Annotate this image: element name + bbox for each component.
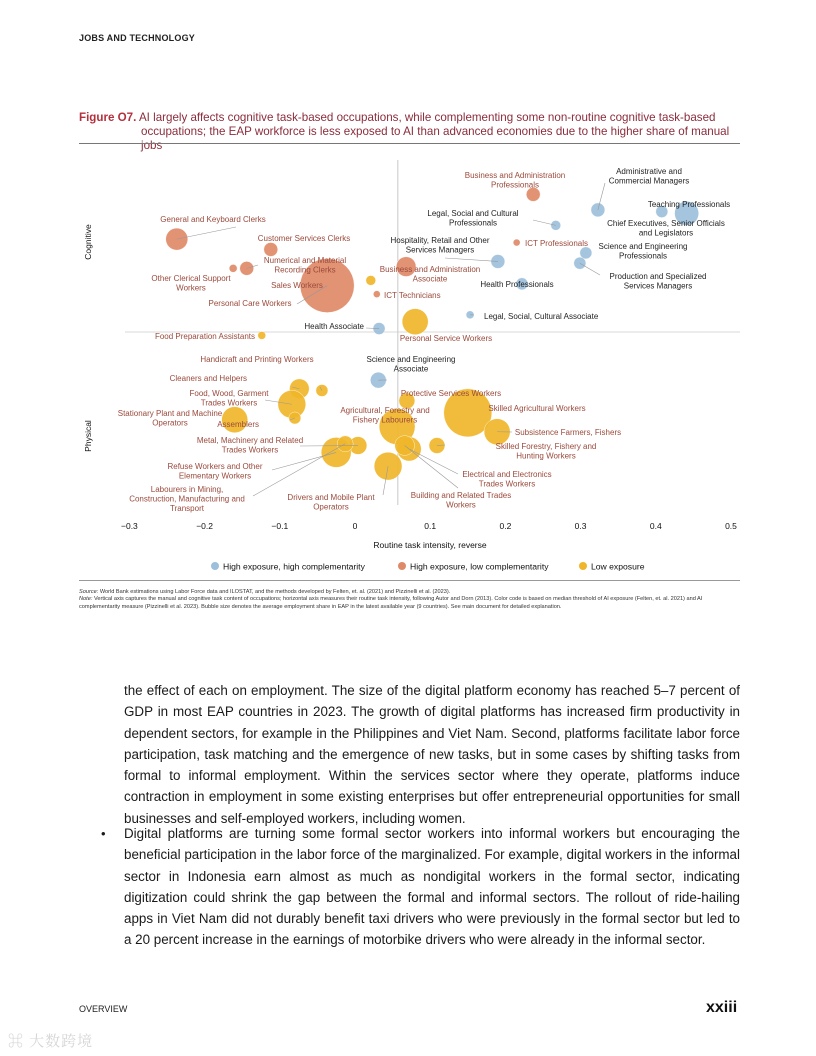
bubble-label-line: Building and Related Trades — [410, 491, 512, 500]
x-tick-label: −0.2 — [196, 521, 213, 531]
bubble-label-line: Science and Engineering — [598, 242, 688, 251]
bubble-label-line: Health Associate — [304, 322, 364, 331]
bubble-label — [209, 299, 292, 308]
bubble-label-line: Skilled Forestry, Fishery and — [495, 442, 597, 451]
figure-title-line1: AI largely affects cognitive task-based occupations, while complementing some non-routine cognitive task-based — [138, 111, 716, 124]
bubble-label — [129, 485, 245, 513]
bubble-label — [160, 215, 265, 224]
source-label: Source: — [79, 589, 99, 595]
x-tick-label: −0.1 — [271, 521, 289, 531]
bubble-label-line: Skilled Agricultural Workers — [488, 404, 586, 413]
bubble-label-line: Food Preparation Assistants — [154, 332, 255, 341]
bubble-label — [411, 491, 512, 510]
legend-marker-low — [579, 562, 587, 570]
bubble-label-line: ICT Professionals — [525, 239, 588, 248]
watermark-logo: ⌘ 大数跨境 — [8, 1033, 94, 1050]
bubble-label — [118, 409, 223, 428]
bubble-label — [609, 167, 689, 186]
legend-label: Low exposure — [591, 561, 645, 572]
leader-line — [580, 263, 600, 275]
bubble-label — [304, 322, 364, 331]
bubble-label-line: Personal Service Workers — [399, 334, 493, 343]
bubble-label-line: Numerical and Material — [263, 256, 347, 265]
bubble-point — [580, 247, 592, 259]
bubble-label-line: Business and Administration — [464, 171, 566, 180]
bubble-point — [229, 264, 237, 272]
legend-marker-high_low — [398, 562, 406, 570]
bubble-label — [217, 420, 259, 429]
bubble-label-line: Drivers and Mobile Plant — [287, 493, 375, 502]
bubble-label-line: Teaching Professionals — [647, 200, 731, 209]
bubble-label — [525, 239, 588, 248]
bubble-label-line: Associate — [412, 274, 448, 284]
bubble-label-line: Operators — [152, 418, 188, 428]
bubble-label-line: Hospitality, Retail and Other — [390, 236, 490, 245]
bubble-label — [496, 442, 597, 461]
bubble-label — [401, 389, 501, 398]
bubble-label-line: Recording Clerks — [274, 265, 336, 275]
bubble-label — [170, 374, 247, 383]
bubble-label — [151, 274, 231, 293]
bubble-point — [402, 309, 428, 335]
bubble-label-line: Cleaners and Helpers — [169, 374, 247, 383]
bubble-point — [526, 187, 540, 201]
bubble-point — [289, 412, 301, 424]
bubble-label-line: Metal, Machinery and Related — [196, 436, 304, 445]
figure-title — [79, 111, 744, 153]
bubble-label — [480, 280, 553, 289]
bubble-label — [197, 436, 303, 455]
bubble-label — [380, 265, 481, 284]
note-text: Vertical axis captures the manual and cognitive task content of occupations; horizontal axis measures their routine task intensity, following Autor and Dorn (2013). Color code is based on median threshold of AI exposure (Felten, et. al. 2021) and AI complementarity measure (Pizzinelli et al. 2023). Bubble size denotes the average employment share in EAP in the latest available year (9 countries). See main document for detailed explanation. — [79, 596, 703, 610]
bubble-label — [515, 428, 621, 437]
bubble-label-line: Trades Workers — [200, 398, 258, 408]
bubble-label-line: Stationary Plant and Machine — [117, 409, 223, 418]
bubble-label-line: Transport — [170, 504, 204, 513]
bubble-label-line: Trades Workers — [478, 479, 536, 489]
bubble-label — [390, 236, 489, 255]
bubble-label — [155, 332, 255, 341]
bubble-label-line: Commercial Managers — [608, 176, 690, 186]
bubble-label-line: Protective Services Workers — [400, 389, 502, 398]
bubble-label-line: Associate — [393, 364, 429, 374]
bubble-label-line: Chief Executives, Senior Officials — [607, 219, 725, 228]
bubble-label-line: Operators — [313, 502, 349, 512]
bubble-label-line: Fishery Labourers — [352, 415, 418, 425]
bubble-label-line: Science and Engineering — [366, 355, 456, 364]
bubble-label — [264, 256, 346, 275]
bubble-label — [607, 219, 725, 238]
bubble-label-line: Administrative and — [616, 167, 682, 176]
bubble-label-line: Professionals — [490, 180, 540, 190]
bubble-label-line: Electrical and Electronics — [462, 470, 552, 479]
bubble-label-line: General and Keyboard Clerks — [160, 215, 266, 224]
legend-marker-high_high — [211, 562, 219, 570]
x-tick-label: 0.5 — [725, 521, 737, 531]
bubble-label — [200, 355, 313, 364]
bubble-label — [287, 493, 375, 512]
x-tick-label: 0.2 — [499, 521, 512, 531]
bubble-label-line: Services Managers — [405, 245, 475, 255]
legend-label: High exposure, high complementarity — [223, 561, 365, 572]
bubble-label — [271, 281, 323, 290]
bubble-label-line: and Legislators — [638, 228, 694, 238]
bubble-label — [427, 209, 518, 228]
bubble-label-line: Professionals — [448, 218, 498, 228]
figure-notes — [79, 589, 744, 611]
bubble-label — [599, 242, 688, 261]
bubble-label-line: Trades Workers — [221, 445, 279, 455]
bubble-point — [316, 384, 328, 396]
bubble-label — [488, 404, 585, 413]
bubble-label — [258, 234, 350, 243]
bubble-label-line: Production and Specialized — [609, 272, 707, 281]
running-head: JOBS AND TECHNOLOGY — [79, 33, 195, 43]
body-paragraph: the effect of each on employment. The size of the digital platform economy has reached 5–7 percent of GDP in most EAP countries in 2023. The growth of digital platforms has increased firm productivity in dependent sectors, for example in the Philippines and Viet Nam. Second, platforms facilitate labor force participation, task matching and the emergence of new tasks, but in some cases by shifting tasks from formal to informal employment. Within the services sector where they operate, platforms induce contraction in employment in some existing enterprises but offer entrepreneurial opportunities for small businesses and self-employed workers, including women. — [124, 683, 740, 826]
bubble-point — [258, 331, 266, 339]
bubble-label-line: Workers — [446, 500, 476, 510]
figure-bottom-rule — [79, 580, 740, 581]
bubble-label — [190, 389, 270, 408]
note-label: Note: — [79, 596, 93, 603]
bubble-label — [465, 171, 566, 190]
footer-section: OVERVIEW — [79, 1004, 128, 1014]
bubble-point — [373, 291, 380, 298]
bullet-paragraph: Digital platforms are turning some formal sector workers into informal workers but encouraging the beneficial participation in the labor force of the marginalized. For example, digital workers in the informal sector in Indonesia earn almost as much as nondigital workers in the formal sector, indicating digitization could shrink the gap between the formal and informal sectors. The rollout of ride-hailing apps in Viet Nam did not durably benefit taxi drivers who were previously in the formal sector but led to a 20 percent increase in the earnings of motorbike drivers who were already in the informal sector. — [124, 826, 740, 948]
bubble-label-line: Legal, Social, Cultural Associate — [484, 312, 599, 321]
legend-label: High exposure, low complementarity — [410, 561, 549, 572]
x-axis-title: Routine task intensity, reverse — [373, 540, 487, 550]
leader-line — [405, 446, 458, 488]
bubble-label-line: Subsistence Farmers, Fishers — [514, 428, 622, 437]
x-tick-label: 0.1 — [424, 521, 437, 531]
bubble-label — [367, 355, 456, 374]
bubble-label-line: Professionals — [618, 251, 668, 261]
bubble-label — [484, 312, 599, 321]
bubble-label-line: Elementary Workers — [178, 471, 252, 481]
bubble-label — [340, 406, 429, 425]
x-tick-label: 0.3 — [574, 521, 587, 531]
x-tick-label: −0.3 — [121, 521, 138, 531]
bubble-point — [264, 242, 278, 256]
bubble-label-line: Assemblers — [217, 420, 259, 429]
bubble-label-line: Labourers in Mining, — [150, 485, 224, 494]
page-number: xxiii — [706, 999, 738, 1016]
bubble-label-line: Food, Wood, Garment — [189, 389, 269, 398]
bubble-point — [366, 275, 376, 285]
bubble-label-line: Handicraft and Printing Workers — [200, 355, 314, 364]
figure-title-line2: occupations; the EAP workforce is less exposed to AI than advanced economies due to the higher share of manual jobs — [141, 125, 730, 152]
bubble-label — [610, 272, 707, 291]
bubble-label-line: Sales Workers — [271, 281, 323, 290]
bubble-label-line: Other Clerical Support — [151, 274, 231, 283]
leader-line — [445, 258, 498, 261]
x-tick-label: 0.4 — [649, 521, 662, 531]
bubble-point — [513, 239, 520, 246]
bullet-marker: • — [101, 826, 106, 841]
bubble-label-line: Refuse Workers and Other — [167, 462, 263, 471]
figure-label: Figure O7. — [79, 111, 137, 124]
bubble-label-line: Business and Administration — [379, 265, 481, 274]
bubble-chart — [0, 150, 816, 580]
figure-top-rule — [79, 143, 740, 144]
bubble-label-line: Hunting Workers — [516, 451, 576, 461]
bubble-label-line: Customer Services Clerks — [257, 234, 351, 243]
bubble-label — [400, 334, 492, 343]
bubble-label-line: Legal, Social and Cultural — [427, 209, 519, 218]
bubble-label — [462, 470, 551, 489]
bubble-label — [384, 291, 441, 300]
bubble-label-line: Health Professionals — [480, 280, 554, 289]
bubble-label-line: Services Managers — [623, 281, 693, 291]
bubble-label-line: ICT Technicians — [384, 291, 441, 300]
bubble-label-line: Agricultural, Forestry and — [340, 406, 430, 415]
x-tick-label: 0 — [352, 521, 358, 531]
source-text: World Bank estimations using Labor Force data and ILOSTAT, and the methods developed by Felten, et. al. (2021) and Pizzinelli et al. (2023). — [99, 589, 451, 595]
bubble-label-line: Personal Care Workers — [208, 299, 292, 308]
y-axis-label-cognitive: Cognitive — [83, 224, 93, 260]
bubble-label — [648, 200, 730, 209]
bubble-label-line: Workers — [176, 283, 206, 293]
bubble-label-line: Construction, Manufacturing and — [129, 494, 245, 504]
y-axis-label-physical: Physical — [83, 420, 93, 452]
bubble-label — [167, 462, 262, 481]
